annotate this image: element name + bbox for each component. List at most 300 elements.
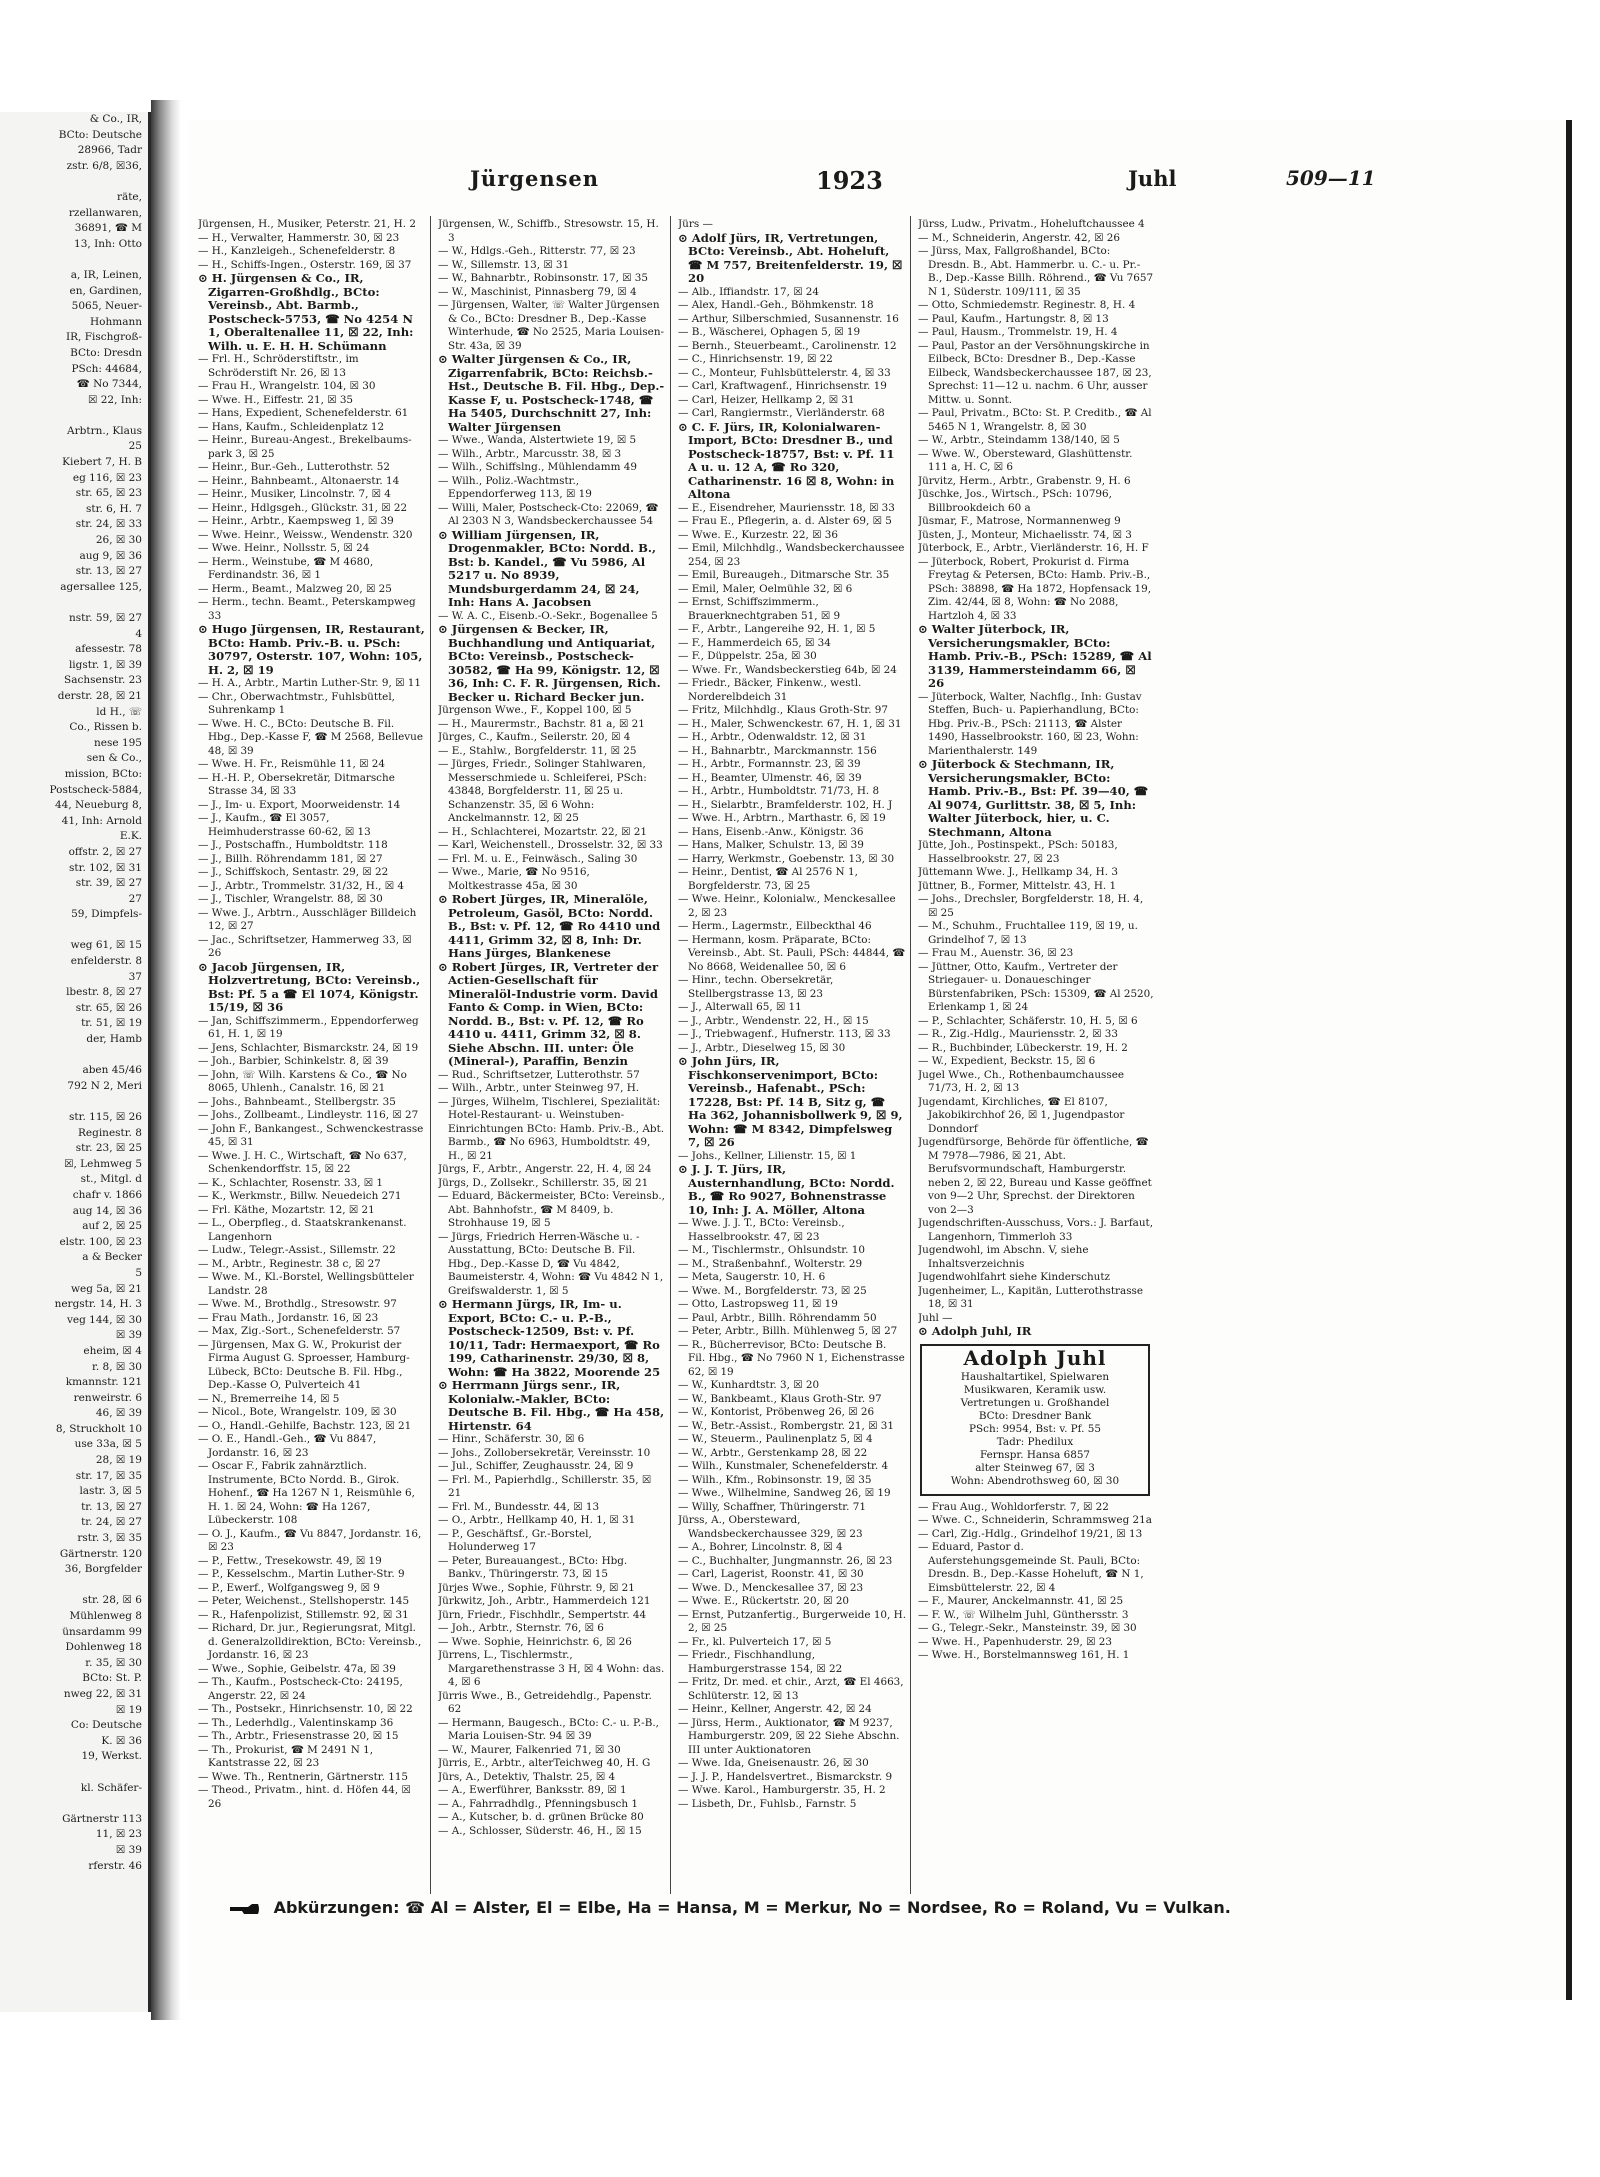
directory-entry: Juhl — <box>918 1311 953 1324</box>
left-page-line: weg 61, ☒ 15 <box>70 939 142 952</box>
directory-entry: — W. A. C., Eisenb.-O.-Sekr., Bogenallee 5 <box>438 609 658 622</box>
directory-entry: — H., Verwalter, Hammerstr. 30, ☒ 23 <box>198 231 400 244</box>
left-page-line <box>0 1796 148 1812</box>
left-page-line: chafr v. 1866 <box>72 1188 142 1201</box>
left-page-line: Arbtrn., Klaus <box>67 424 142 437</box>
column-divider <box>670 216 671 1894</box>
left-page-line: nese 195 <box>94 736 142 749</box>
directory-entry: — H., Bahnarbtr., Marckmannstr. 156 <box>678 744 877 757</box>
left-page-line: tr. 51, ☒ 19 <box>81 1017 142 1030</box>
directory-entry: — Peter, Arbtr., Billh. Mühlenweg 5, ☒ 27 <box>678 1325 898 1337</box>
left-page-line <box>0 174 148 190</box>
directory-entry-firm: ⊙ Adolf Jürs, IR, Vertretungen, BCto: Vereinsb., Abt. Hoheluft, ☎ M 757, Breitenfelderstr. 19, ☒ 20 <box>678 230 903 285</box>
left-page-line <box>0 1094 148 1110</box>
directory-entry: — Wwe. M., Borgfelderstr. 73, ☒ 25 <box>678 1284 867 1297</box>
left-page-line: Co: Deutsche <box>70 1719 142 1732</box>
abbreviations-footer <box>230 1898 1530 1924</box>
directory-entry: — Wwe. H., Borstelmannsweg 161, H. 1 <box>918 1649 1130 1661</box>
advertisement-box <box>920 1344 1150 1496</box>
directory-entry: — W., Arbtr., Steindamm 138/140, ☒ 5 <box>918 434 1120 446</box>
left-page-line: str. 65, ☒ 23 <box>75 487 142 500</box>
directory-entry: — Jürss, Max, Fallgroßhandel, BCto: Dresdn. B., Abt. Hammerbr. u. C.- u. Pr.-B., Dep.-Kasse Billh. Röhrend., ☎ Vu 7657 N 1, Süderstr. 109/111, ☒ 35 <box>918 245 1154 298</box>
directory-entry: — Herm., Beamt., Malzweg 20, ☒ 25 <box>198 582 392 595</box>
left-page-line: räte, <box>116 190 142 203</box>
directory-entry: — F. W., ☏ Wilhelm Juhl, Günthersstr. 3 <box>918 1608 1129 1621</box>
left-page-line: 37 <box>128 970 142 983</box>
left-page-line: zstr. 6/8, ☒36, <box>66 159 142 172</box>
directory-entry: Jürris, E., Arbtr., alterTeichweg 40, H. G <box>438 1757 651 1769</box>
directory-entry: — Heinr., Bur.-Geh., Lutterothstr. 52 <box>198 461 391 473</box>
directory-entry-firm: ⊙ Hugo Jürgensen, IR, Restaurant, BCto: Hamb. Priv.-B. u. PSch: 30797, Osterstr. 107, Wohn: 105, H. 2, ☒ 19 <box>198 622 425 677</box>
directory-entry: — Hans, Malker, Schulstr. 13, ☒ 39 <box>678 839 864 851</box>
directory-entry: — Frau Aug., Wohldorferstr. 7, ☒ 22 <box>918 1500 1109 1513</box>
directory-entry: — Wwe. Heinr., Weissw., Wendenstr. 320 <box>198 528 413 541</box>
directory-entry: Jürs, A., Detektiv, Thalstr. 25, ☒ 4 <box>438 1770 616 1783</box>
left-page-line: ☒ 39 <box>115 1329 142 1342</box>
directory-entry: — P., Fettw., Tresekowstr. 49, ☒ 19 <box>198 1554 382 1567</box>
directory-entry: Jugendwohl, im Abschn. V, siehe Inhaltsverzeichnis <box>918 1244 1089 1270</box>
directory-entry: — Jac., Schriftsetzer, Hammerweg 33, ☒ 26 <box>198 933 412 959</box>
left-page-line: ünsardamm 99 <box>62 1625 142 1638</box>
directory-entry: — Rud., Schriftsetzer, Lutterothstr. 57 <box>438 1068 640 1081</box>
directory-entry: — Carl, Rangiermstr., Vierländerstr. 68 <box>678 407 885 419</box>
page-number: 509—11 <box>1286 166 1376 190</box>
directory-entry: — Heinr., Arbtr., Kaempsweg 1, ☒ 39 <box>198 515 394 527</box>
directory-entry-firm: ⊙ H. Jürgensen & Co., IR, Zigarren-Großhdlg., BCto: Vereinsb., Abt. Barmb., Postscheck-5753, ☎ No 4254 N 1, Oberaltenallee 11, ☒ 22, Inh: Wilh. u. E. H. H. Schümann <box>198 271 414 353</box>
directory-entry: — Heinr., Bahnbeamt., Altonaerstr. 14 <box>198 474 400 487</box>
book-gutter <box>151 100 181 2020</box>
directory-entry: — Ernst, Putzanfertig., Burgerweide 10, H. 2, ☒ 25 <box>678 1608 906 1634</box>
left-page-line: kl. Schäfer- <box>80 1781 142 1794</box>
directory-entry: — Otto, Schmiedemstr. Reginestr. 8, H. 4 <box>918 299 1136 311</box>
directory-entry: — Chr., Oberwachtmstr., Fuhlsbüttel, Suhrenkamp 1 <box>198 690 395 716</box>
directory-entry: — O., Arbtr., Hellkamp 40, H. 1, ☒ 31 <box>438 1514 636 1526</box>
directory-entry: — Willy, Schaffner, Thüringerstr. 71 <box>678 1500 866 1513</box>
left-page-line: a, IR, Leinen, <box>70 268 142 281</box>
directory-entry: — Wwe. H., Eiffestr. 21, ☒ 35 <box>198 393 354 406</box>
left-page-line: & Co., IR, <box>89 113 142 125</box>
directory-entry: Jugendwohlfahrt siehe Kinderschutz <box>918 1271 1111 1283</box>
directory-entry: — Jürges, Wilhelm, Tischlerei, Spezialität: Hotel-Restaurant- u. Weinstuben-Einrichtungen BCto: Hamb. Priv.-B., Abt. Barmb., ☎ No 6963, Humboldtstr. 49, H., ☒ 21 <box>438 1095 665 1162</box>
directory-entry: — J., Arbtr., Dieselweg 15, ☒ 30 <box>678 1041 846 1054</box>
directory-entry: — W., Kontorist, Pröbenweg 26, ☒ 26 <box>678 1406 875 1418</box>
directory-entry: — Jul., Schiffer, Zeughausstr. 24, ☒ 9 <box>438 1460 634 1472</box>
directory-entry: — Johs., Zollbeamt., Lindleystr. 116, ☒ 27 <box>198 1109 419 1121</box>
directory-entry: — Willi, Maler, Postscheck-Cto: 22069, ☎ Al 2303 N 3, Wandsbeckerchaussee 54 <box>438 501 659 527</box>
directory-entry: — Frl. M., Bundesstr. 44, ☒ 13 <box>438 1500 600 1513</box>
directory-entry: — H., Maurermstr., Bachstr. 81 a, ☒ 21 <box>438 717 645 730</box>
left-page-line <box>0 1048 148 1064</box>
directory-entry: — Alex, Handl.-Geh., Böhmkenstr. 18 <box>678 299 874 311</box>
directory-entry: — H. A., Arbtr., Martin Luther-Str. 9, ☒ 11 <box>198 677 421 689</box>
directory-entry: — M., Straßenbahnf., Wolterstr. 29 <box>678 1257 863 1270</box>
left-page-line: rstr. 3, ☒ 35 <box>77 1532 142 1545</box>
directory-entry: Jüsten, J., Monteur, Michaelisstr. 74, ☒ 3 <box>918 528 1132 541</box>
directory-entry: Jüschke, Jos., Wirtsch., PSch: 10796, Billbrookdeich 60 a <box>918 488 1112 514</box>
directory-entry: — John, ☏ Wilh. Karstens & Co., ☎ No 8065, Uhlenh., Canalstr. 16, ☒ 21 <box>198 1068 407 1094</box>
advertisement-line: PSch: 9954, Bst: v. Pf. 55 <box>969 1422 1101 1435</box>
directory-entry: — H., Kanzleigeh., Schenefelderstr. 8 <box>198 245 396 257</box>
running-head-year: 1923 <box>816 166 883 195</box>
directory-entry: — Lisbeth, Dr., Fuhlsb., Farnstr. 5 <box>678 1797 857 1810</box>
advertisement-line: Tadr: Phedilux <box>996 1435 1074 1448</box>
left-page-line: 792 N 2, Meri <box>67 1079 142 1092</box>
directory-entry: — Wwe. Ida, Gneisenaustr. 26, ☒ 30 <box>678 1757 869 1769</box>
directory-entry: Jütte, Joh., Postinspekt., PSch: 50183, Hasselbrookstr. 27, ☒ 23 <box>918 839 1118 865</box>
directory-entry: — C., Monteur, Fuhlsbüttelerstr. 4, ☒ 33 <box>678 366 891 379</box>
left-page-line: 59, Dimpfels- <box>71 908 142 921</box>
directory-entry: — Wwe. J., Arbtrn., Ausschläger Billdeich 12, ☒ 27 <box>198 906 417 932</box>
directory-entry: — Heinr., Kellner, Angerstr. 42, ☒ 24 <box>678 1703 872 1715</box>
left-page-line: tr. 13, ☒ 27 <box>81 1500 142 1513</box>
left-page-line: str. 65, ☒ 26 <box>75 1001 142 1014</box>
directory-entry: — J. J. P., Handelsvertret., Bismarckstr. 9 <box>678 1770 893 1783</box>
left-page-line: 44, Neueburg 8, <box>55 799 142 812</box>
directory-entry: — O. J., Kaufm., ☎ Vu 8847, Jordanstr. 16, ☒ 23 <box>198 1527 422 1553</box>
directory-entry: — Frau Math., Jordanstr. 16, ☒ 23 <box>198 1311 379 1324</box>
directory-entry: — Th., Prokurist, ☎ M 2491 N 1, Kantstrasse 22, ☒ 23 <box>198 1743 374 1769</box>
left-page-line: use 33a, ☒ 5 <box>74 1438 142 1451</box>
directory-entry: — W., Bahnarbtr., Robinsonstr. 17, ☒ 35 <box>438 272 649 284</box>
directory-entry: — W., Maurer, Falkenried 71, ☒ 30 <box>438 1743 621 1756</box>
directory-entry: — R., Hafenpolizist, Stillemstr. 92, ☒ 31 <box>198 1608 409 1621</box>
directory-entry: — Wwe., Sophie, Geibelstr. 47a, ☒ 39 <box>198 1662 396 1675</box>
directory-entry: — M., Schneiderin, Angerstr. 42, ☒ 26 <box>918 231 1120 244</box>
directory-entry: — Wilh., Kfm., Robinsonstr. 19, ☒ 35 <box>678 1473 872 1486</box>
directory-entry: — W., Sillemstr. 13, ☒ 31 <box>438 258 570 271</box>
directory-entry: — P., Schlachter, Schäferstr. 10, H. 5, ☒ 6 <box>918 1014 1138 1027</box>
directory-entry: — J., Postschaffn., Humboldtstr. 118 <box>198 839 388 851</box>
directory-entry: — W., Betr.-Assist., Rombergstr. 21, ☒ 31 <box>678 1419 894 1432</box>
left-page-line: E.K. <box>119 830 142 843</box>
directory-entry: — Oscar F., Fabrik zahnärztlich. Instrumente, BCto Nordd. B., Girok. Hohenf., ☎ Ha 1267 N 1, Reismühle 6, H. 1. ☒ 24, Wohn: ☎ Ha 1267, Lübeckerstr. 108 <box>198 1460 415 1526</box>
directory-entry-firm: ⊙ Jüterbock & Stechmann, IR, Versicherungsmakler, BCto: Hamb. Priv.-B., Bst: Pf. 39—40, ☎ Al 9074, Gurlittstr. 38, ☒ 5, Inh: Walter Jüterbock, hier, u. C. Stechmann, Altona <box>918 757 1149 839</box>
directory-entry-firm: ⊙ Walter Jürgensen & Co., IR, Zigarrenfabrik, BCto: Reichsb.-Hst., Deutsche B. Fil. Hbg., Dep.-Kasse F, u. Postscheck-1748, ☎ Ha 5405, Durchschnitt 27, Inh: Walter Jürgensen <box>438 352 665 434</box>
directory-entry: — W., Expedient, Beckstr. 15, ☒ 6 <box>918 1055 1096 1067</box>
directory-entry: — Frau E., Pflegerin, a. d. Alster 69, ☒ 5 <box>678 515 892 527</box>
directory-entry: Jürn, Friedr., Fischhdlr., Sempertstr. 44 <box>438 1608 647 1621</box>
left-page-line: K. ☒ 36 <box>101 1734 142 1747</box>
left-page-line: PSch: 44684, <box>71 362 142 375</box>
left-page-line: elstr. 100, ☒ 23 <box>59 1235 142 1248</box>
left-page-line: ☒ 19 <box>115 1703 142 1716</box>
directory-entry: Jüterbock, E., Arbtr., Vierländerstr. 16, H. F <box>918 542 1149 554</box>
left-page-line: tr. 24, ☒ 27 <box>81 1516 142 1529</box>
directory-page <box>188 120 1572 2000</box>
directory-entry: — Jan, Schiffszimmerm., Eppendorferweg 61, H. 1, ☒ 19 <box>198 1014 419 1040</box>
left-page-line: str. 28, ☒ 6 <box>82 1594 142 1607</box>
directory-entry-firm: ⊙ C. F. Jürs, IR, Kolonialwaren-Import, BCto: Dresdner B., und Postscheck-18757, Bst: v. Pf. 11 A u. u. 12 A, ☎ Ro 320, Catharinenstr. 16 ☒ 8, Wohn: in Altona <box>678 419 895 501</box>
directory-entry: — Max, Zig.-Sort., Schenefelderstr. 57 <box>198 1325 401 1337</box>
directory-entry: Jürgensen, W., Schiffb., Stresowstr. 15, H. 3 <box>438 218 659 244</box>
left-page-line: str. 17, ☒ 35 <box>75 1469 142 1482</box>
left-page-line: lastr. 3, ☒ 5 <box>79 1485 142 1498</box>
directory-entry: — Friedr., Bäcker, Finkenw., westl. Norderelbdeich 31 <box>678 677 862 703</box>
running-head-name: Jürgensen <box>470 166 600 191</box>
directory-entry: — H., Sielarbtr., Bramfelderstr. 102, H. J <box>678 798 893 811</box>
directory-entry-firm: ⊙ Jürgensen & Becker, IR, Buchhandlung und Antiquariat, BCto: Vereinsb., Postscheck-30582, ☎ Ha 99, Königstr. 12, ☒ 36, Inh: C. F. R. Jürgensen, Rich. Becker u. Richard Becker jun. <box>438 622 661 704</box>
advertisement-line: Wohn: Abendrothsweg 60, ☒ 30 <box>950 1474 1120 1487</box>
directory-entry: — Wwe. Sophie, Heinrichstr. 6, ☒ 26 <box>438 1635 632 1648</box>
left-page-line: 5065, Neuer- <box>71 300 142 313</box>
directory-entry: — H.-H. P., Obersekretär, Ditmarsche Strasse 34, ☒ 33 <box>198 771 395 797</box>
directory-entry-firm: ⊙ Robert Jürges, IR, Mineralöle, Petroleum, Gasöl, BCto: Nordd. B., Bst: v. Pf. 12, ☎ Ro 4410 und 4411, Grimm 32, ☒ 8, Inh: Dr. Hans Jürges, Blankenese <box>438 892 661 960</box>
directory-entry: — A., Fahrradhdlg., Pfenningsbusch 1 <box>438 1797 638 1810</box>
left-page-line: 4 <box>135 627 142 640</box>
left-page-line: renweirstr. 6 <box>73 1391 142 1404</box>
left-page-line: 41, Inh: Arnold <box>61 814 142 827</box>
left-page-line: str. 23, ☒ 25 <box>75 1142 142 1155</box>
directory-entry: Jugendamt, Kirchliches, ☎ El 8107, Jakobikirchhof 26, ☒ 1, Jugendpastor Donndorf <box>918 1095 1125 1135</box>
directory-entry: — F., Hammerdeich 65, ☒ 34 <box>678 636 831 649</box>
directory-entry: — E., Stahlw., Borgfelderstr. 11, ☒ 25 <box>438 744 637 757</box>
left-page-line: Sachsenstr. 23 <box>64 674 142 687</box>
directory-entry: — Th., Lederhdlg., Valentinskamp 36 <box>198 1716 394 1729</box>
directory-entry: — Jürss, Herm., Auktionator, ☎ M 9237, Hamburgerstr. 209, ☒ 22 Siehe Abschn. III unter Auktionatoren <box>678 1716 900 1756</box>
left-page-line: 11, ☒ 23 <box>95 1828 142 1841</box>
directory-entry: — C., Buchhalter, Jungmannstr. 26, ☒ 23 <box>678 1554 893 1567</box>
directory-entry: — Jürgs, Friedrich Herren-Wäsche u. -Ausstattung, BCto: Deutsche B. Fil. Hbg., Dep.-Kasse D, ☎ Vu 4842, Baumeisterstr. 4, Wohn: ☎ Vu 4842 N 1, Greifswalderstr. 1, ☒ 5 <box>438 1230 664 1297</box>
directory-entry-firm: ⊙ William Jürgensen, IR, Drogenmakler, BCto: Nordd. B., Bst: b. Kandel., ☎ Vu 5986, Al 5217 u. No 8939, Mundsburgerdamm 24, ☒ 24, Inh: Hans A. Jacobsen <box>438 527 656 609</box>
directory-entry: — Heinr., Dentist, ☎ Al 2576 N 1, Borgfelderstr. 73, ☒ 25 <box>678 866 858 892</box>
directory-entry: — Jürgensen, Max G. W., Prokurist der Firma August G. Sproesser, Hamburg-Lübeck, BCto: Deutsche B. Fil. Hbg., Dep.-Kasse O, Pulverteich 41 <box>198 1338 410 1391</box>
left-page-line: Gärtnerstr. 120 <box>59 1547 142 1560</box>
directory-entry: Jürvitz, Herm., Arbtr., Grabenstr. 9, H. 6 <box>918 474 1131 487</box>
directory-entry: — Wwe. E., Rückertstr. 20, ☒ 20 <box>678 1595 850 1607</box>
left-page-line: 36, Borgfelder <box>64 1563 142 1576</box>
left-page-line: 19, Werkst. <box>81 1750 142 1763</box>
directory-entry: — Wilh., Kunstmaler, Schenefelderstr. 4 <box>678 1460 889 1472</box>
directory-entry: — O. E., Handl.-Geh., ☎ Vu 8847, Jordanstr. 16, ☒ 23 <box>198 1433 377 1459</box>
left-page-line: Postscheck-5884, <box>49 783 142 796</box>
left-page-line <box>0 252 148 268</box>
directory-entry: Jüttemann Wwe. J., Hellkamp 34, H. 3 <box>918 866 1118 878</box>
directory-entry: — Nicol., Bote, Wrangelstr. 109, ☒ 30 <box>198 1406 397 1418</box>
directory-entry: — A., Bohrer, Lincolnstr. 8, ☒ 4 <box>678 1541 843 1553</box>
directory-entry: — Wwe. C., Schneiderin, Schrammsweg 21a <box>918 1514 1152 1526</box>
directory-entry: — W., Steuerm., Paulinenplatz 5, ☒ 4 <box>678 1433 873 1445</box>
left-page-line: st., Mitgl. d <box>80 1173 142 1186</box>
left-page-line: str. 102, ☒ 31 <box>69 861 142 874</box>
directory-entry-firm: ⊙ J. J. T. Jürs, IR, Austernhandlung, BCto: Nordd. B., ☎ Ro 9027, Bohnenstrasse 10, Inh: J. A. Möller, Altona <box>678 1162 895 1217</box>
directory-entry: — Arthur, Silberschmied, Susannenstr. 16 <box>678 312 899 325</box>
directory-entry: — Th., Arbtr., Friesenstrasse 20, ☒ 15 <box>198 1730 399 1742</box>
directory-entry: — Bernh., Steuerbeamt., Carolinenstr. 12 <box>678 339 897 352</box>
left-page-line: ligstr. 1, ☒ 39 <box>68 658 142 671</box>
left-page-line: ☎ No 7344, <box>76 378 142 391</box>
column-divider <box>910 216 911 1894</box>
directory-entry: — Richard, Dr. jur., Regierungsrat, Mitgl. d. Generalzolldirektion, BCto: Vereinsb., Jordanstr. 16, ☒ 23 <box>198 1622 422 1661</box>
directory-entry: — K., Schlachter, Rosenstr. 33, ☒ 1 <box>198 1176 384 1189</box>
directory-entry: Jürris Wwe., B., Getreidehdlg., Papenstr. 62 <box>438 1689 652 1715</box>
left-page-line: aug 9, ☒ 36 <box>79 549 142 562</box>
directory-entry: — Fritz, Milchhdlg., Klaus Groth-Str. 97 <box>678 704 888 716</box>
directory-column-1 <box>198 218 426 1894</box>
left-page-line: eheim, ☒ 4 <box>83 1344 142 1357</box>
directory-entry: — Wwe. H., Arbtrn., Marthastr. 6, ☒ 19 <box>678 812 886 824</box>
directory-entry: — Frl. M. u. E., Feinwäsch., Saling 30 <box>438 852 638 865</box>
left-page-line: 25 <box>128 440 142 453</box>
directory-entry: — Paul, Kaufm., Hartungstr. 8, ☒ 13 <box>918 312 1109 325</box>
directory-entry: — Wwe. Th., Rentnerin, Gärtnerstr. 115 <box>198 1770 409 1783</box>
directory-entry: — J., Im- u. Export, Moorweidenstr. 14 <box>198 798 401 811</box>
directory-entry: — J., Triebwagenf., Hufnerstr. 113, ☒ 33 <box>678 1028 891 1040</box>
directory-entry: Jürs — <box>678 218 713 230</box>
directory-entry: — Wilh., Schiffslng., Mühlendamm 49 <box>438 461 637 473</box>
left-page-line: ☒ 22, Inh: <box>88 393 142 406</box>
directory-entry: — R., Zig.-Hdlg., Mauriensstr. 2, ☒ 33 <box>918 1028 1119 1040</box>
directory-entry: — J., Alterwall 65, ☒ 11 <box>678 1001 802 1013</box>
directory-entry: — Paul, Hausm., Trommelstr. 19, H. 4 <box>918 326 1118 338</box>
directory-entry-firm: ⊙ Adolph Juhl, IR <box>918 1324 1032 1338</box>
left-page-line: 26, ☒ 30 <box>95 534 142 547</box>
left-page-line: ☒, Lehmweg 5 <box>64 1157 142 1170</box>
directory-entry-firm: ⊙ Jacob Jürgensen, IR, Holzvertretung, BCto: Vereinsb., Bst: Pf. 5 a ☎ El 1074, Königstr. 15/19, ☒ 36 <box>198 959 421 1014</box>
directory-entry: Jürss, Ludw., Privatm., Hoheluftchaussee 4 <box>918 218 1145 230</box>
directory-entry: — A., Kutscher, b. d. grünen Brücke 80 <box>438 1811 644 1823</box>
left-page-line: ld H., ☏ <box>96 705 142 718</box>
left-page-line <box>0 1578 148 1594</box>
directory-entry: Jüsmar, F., Matrose, Normannenweg 9 <box>918 515 1121 527</box>
directory-entry: — Frl. Käthe, Mozartstr. 12, ☒ 21 <box>198 1203 375 1216</box>
directory-entry: — H., Maler, Schwenckestr. 67, H. 1, ☒ 31 <box>678 717 902 730</box>
directory-entry: — Wwe., Wilhelmine, Sandweg 26, ☒ 19 <box>678 1487 891 1499</box>
directory-entry: — Frau M., Auenstr. 36, ☒ 23 <box>918 947 1074 959</box>
directory-entry: — F., Maurer, Anckelmannstr. 41, ☒ 25 <box>918 1595 1124 1607</box>
directory-entry: — R., Bücherrevisor, BCto: Deutsche B. Fil. Hbg., ☎ No 7960 N 1, Eichenstrasse 62, ☒ 19 <box>678 1338 905 1378</box>
directory-entry: — Otto, Lastropsweg 11, ☒ 19 <box>678 1298 838 1310</box>
directory-entry: — Wwe. E., Kurzestr. 22, ☒ 36 <box>678 528 838 541</box>
directory-entry: — H., Beamter, Ulmenstr. 46, ☒ 39 <box>678 771 862 784</box>
left-page-line: derstr. 28, ☒ 21 <box>57 689 142 702</box>
left-page-line: auf 2, ☒ 25 <box>82 1220 142 1233</box>
directory-entry: Jugel Wwe., Ch., Rothenbaumchaussee 71/73, H. 2, ☒ 13 <box>918 1068 1125 1094</box>
directory-entry: Jürrens, L., Tischlermstr., Margarethenstrasse 3 H, ☒ 4 Wohn: das. 4, ☒ 6 <box>438 1649 665 1688</box>
directory-entry: — R., Buchbinder, Lübeckerstr. 19, H. 2 <box>918 1041 1128 1054</box>
left-page-line <box>0 923 148 939</box>
advertisement-line: alter Steinweg 67, ☒ 3 <box>975 1461 1095 1474</box>
left-page-line: IR, Fischgroß- <box>65 331 142 344</box>
directory-entry: — W., Arbtr., Gerstenkamp 28, ☒ 22 <box>678 1446 868 1459</box>
left-page-line: agersallee 125, <box>60 580 142 593</box>
left-page-line: str. 24, ☒ 33 <box>75 518 142 531</box>
left-page-line: Co., Rissen b. <box>69 721 142 734</box>
directory-entry: — J., Tischler, Wrangelstr. 88, ☒ 30 <box>198 893 383 905</box>
directory-entry: — F., Düppelstr. 25a, ☒ 30 <box>678 650 817 662</box>
left-page-line: BCto: Deutsche <box>58 128 142 141</box>
directory-entry: — H., Arbtr., Odenwaldstr. 12, ☒ 31 <box>678 731 867 743</box>
directory-entry: — Jüterbock, Walter, Nachflg., Inh: Gustav Steffen, Buch- u. Papierhandlung, BCto: Hbg. Priv.-B., PSch: 21113, ☎ Alster 1490, Hasselbrookstr. 160, ☒ 23, Wohn: Marienthalerstr. 149 <box>918 690 1142 757</box>
directory-entry: — J., Arbtr., Wendenstr. 22, H., ☒ 15 <box>678 1014 869 1027</box>
advertisement-line: Musikwaren, Keramik usw. <box>963 1383 1107 1396</box>
left-page-line: BCto: St. P. <box>82 1672 142 1685</box>
directory-entry: — Wwe. Fr., Wandsbeckerstieg 64b, ☒ 24 <box>678 663 897 676</box>
directory-entry: — Wwe. H. C., BCto: Deutsche B. Fil. Hbg., Dep.-Kasse F, ☎ M 2568, Bellevue 48, ☒ 39 <box>198 717 424 757</box>
directory-entry: — Hans, Eisenb.-Anw., Königstr. 36 <box>678 825 864 838</box>
left-page-line: r. 8, ☒ 30 <box>91 1360 142 1373</box>
directory-entry: — Eduard, Pastor d. Auferstehungsgemeinde St. Pauli, BCto: Dresdn. B., Dep.-Kasse Hoheluft, ☎ N 1, Eimsbüttelerstr. 22, ☒ 4 <box>918 1541 1144 1594</box>
directory-entry: — Carl, Heizer, Hellkamp 2, ☒ 31 <box>678 393 855 406</box>
directory-entry: — Alb., Iffiandstr. 17, ☒ 24 <box>678 285 820 298</box>
left-page-line: Kiebert 7, H. B <box>62 456 142 469</box>
left-page-line: en, Gardinen, <box>69 284 142 297</box>
left-page-line: sen & Co., <box>86 752 142 765</box>
left-page-line: 27 <box>128 892 142 905</box>
directory-entry: — Wwe. M., Brothdlg., Stresowstr. 97 <box>198 1298 397 1310</box>
directory-entry: Jugendschriften-Ausschuss, Vors.: J. Barfaut, Langenhorn, Timmerloh 33 <box>918 1217 1154 1243</box>
directory-entry: — Fritz, Dr. med. et chir., Arzt, ☎ El 4663, Schlüterstr. 12, ☒ 13 <box>678 1676 904 1702</box>
directory-entry: — Johs., Drechsler, Borgfelderstr. 18, H. 4, ☒ 25 <box>918 893 1144 919</box>
directory-entry: — Jüttner, Otto, Kaufm., Vertreter der Striegauer- u. Donaueschinger Bürstenfabriken, PSch: 15309, ☎ Al 2520, Erlenkamp 1, ☒ 24 <box>918 960 1154 1013</box>
directory-entry: — Karl, Weichenstell., Drosselstr. 32, ☒ 33 <box>438 839 663 851</box>
left-page-line: str. 6, H. 7 <box>85 502 142 515</box>
directory-entry: — Wilh., Poliz.-Wachtmstr., Eppendorferweg 113, ☒ 19 <box>438 474 592 500</box>
left-page-line: nweg 22, ☒ 31 <box>63 1687 142 1700</box>
directory-entry: — Wwe. Heinr., Nollsstr. 5, ☒ 24 <box>198 542 370 554</box>
directory-entry: — Frl. H., Schröderstiftstr., im Schröderstift Nr. 26, ☒ 13 <box>198 353 359 379</box>
directory-entry: — H., Schlachterei, Mozartstr. 22, ☒ 21 <box>438 825 648 838</box>
left-page-line: nstr. 59, ☒ 27 <box>68 612 142 624</box>
directory-entry-firm: ⊙ John Jürs, IR, Fischkonservenimport, BCto: Vereinsb., Hafenabt., PSch: 17228, Bst: Pf. 14 B, Sitz g, ☎ Ha 362, Johannisbollwerk 9, ☒ 9, Wohn: ☎ M 8342, Dimpfelsweg 7, ☒ 26 <box>678 1054 903 1149</box>
directory-entry: — Carl, Zig.-Hdlg., Grindelhof 19/21, ☒ 13 <box>918 1527 1143 1540</box>
directory-entry: — Hinr., techn. Obersekretär, Stellbergstrasse 13, ☒ 23 <box>678 974 834 1000</box>
left-page-line: Dohlenweg 18 <box>65 1641 142 1654</box>
directory-entry: Jugendfürsorge, Behörde für öffentliche, ☎ M 7978—7986, ☒ 21, Abt. Berufsvormundschaft, Hamburgerstr. neben 2, ☒ 22, Bureau und Kasse geöffnet von 9—2 Uhr, Sprechst. der Direktoren von 2—3 <box>918 1136 1152 1216</box>
directory-entry: — P., Geschäftsf., Gr.-Borstel, Holunderweg 17 <box>438 1527 592 1553</box>
directory-entry: — F., Arbtr., Langereihe 92, H. 1, ☒ 5 <box>678 623 876 635</box>
directory-entry: — Heinr., Musiker, Lincolnstr. 7, ☒ 4 <box>198 488 391 500</box>
directory-entry: Jürss, A., Obersteward, Wandsbeckerchaussee 329, ☒ 23 <box>678 1514 863 1540</box>
directory-entry: — M., Schuhm., Fruchtallee 119, ☒ 19, u. Grindelhof 7, ☒ 13 <box>918 920 1138 946</box>
directory-entry: — Wwe. H. Fr., Reismühle 11, ☒ 24 <box>198 758 385 770</box>
directory-entry: — Frl. M., Papierhdlg., Schillerstr. 35, ☒ 21 <box>438 1473 652 1499</box>
left-page-line: rferstr. 46 <box>88 1859 142 1872</box>
directory-entry: — K., Werkmstr., Billw. Neuedeich 271 <box>198 1190 402 1202</box>
directory-entry: — P., Ewerf., Wolfgangsweg 9, ☒ 9 <box>198 1581 380 1594</box>
directory-entry: Jürgenson Wwe., F., Koppel 100, ☒ 5 <box>438 704 632 716</box>
directory-entry: — Theod., Privatm., hint. d. Höfen 44, ☒ 26 <box>198 1784 411 1810</box>
directory-entry: — Emil, Milchhdlg., Wandsbeckerchaussee 254, ☒ 23 <box>678 542 905 568</box>
left-page-line: Hohmann <box>90 315 142 328</box>
directory-entry: — N., Bremerreihe 14, ☒ 5 <box>198 1392 340 1405</box>
directory-entry: — J., Arbtr., Trommelstr. 31/32, H., ☒ 4 <box>198 879 405 892</box>
directory-entry: — Wwe. H., Papenhuderstr. 29, ☒ 23 <box>918 1635 1112 1648</box>
directory-entry-firm: ⊙ Hermann Jürgs, IR, Im- u. Export, BCto: C.- u. P.-B., Postscheck-12509, Bst: v. Pf. 10/11, Tadr: Hermaexport, ☎ Ro 199, Catharinenstr. 29/30, ☒ 8, Wohn: ☎ Ha 3822, Moorende 25 <box>438 1297 661 1379</box>
directory-entry: — H., Arbtr., Formannstr. 23, ☒ 39 <box>678 758 861 770</box>
directory-entry: — Wwe. J. H. C., Wirtschaft, ☎ No 637, Schenkendorffstr. 15, ☒ 22 <box>198 1149 407 1175</box>
left-page-line: 28, ☒ 19 <box>95 1454 142 1467</box>
directory-entry: — Wilh., Arbtr., unter Steinweg 97, H. <box>438 1082 640 1094</box>
left-page-line: Gärtnerstr 113 <box>62 1812 142 1825</box>
directory-entry: — Wwe. J. J. T., BCto: Vereinsb., Hasselbrookstr. 47, ☒ 23 <box>678 1217 845 1243</box>
left-page-line: kmannstr. 121 <box>65 1376 142 1389</box>
left-page-line: 36891, ☎ M <box>74 222 142 235</box>
left-page-line: 5 <box>135 1266 142 1279</box>
directory-entry: — Heinr., Bureau-Angest., Brekelbaums-park 3, ☒ 25 <box>198 434 412 460</box>
directory-entry: Jüttner, B., Former, Mittelstr. 43, H. 1 <box>918 879 1117 892</box>
directory-entry: — Johs., Bahnbeamt., Stellbergstr. 35 <box>198 1095 396 1108</box>
directory-entry: — Wwe., Marie, ☎ No 9516, Moltkestrasse 45a, ☒ 30 <box>438 866 590 892</box>
left-page-line: a & Becker <box>82 1251 142 1264</box>
left-page-line: aug 14, ☒ 36 <box>72 1204 142 1217</box>
directory-entry-firm: ⊙ Robert Jürges, IR, Vertreter der Actien-Gesellschaft für Mineralöl-Industrie vorm. David Fanto & Comp. in Wien, BCto: Nordd. B., Bst: v. Pf. 12, ☎ Ro 4410 u. 4411, Grimm 32, ☒ 8. Siehe Abschn. III. unter: Öle (Mineral-), Paraffin, Benzin <box>438 959 659 1068</box>
directory-entry: — Hans, Expedient, Schenefelderstr. 61 <box>198 407 409 419</box>
directory-entry: — Heinr., Hdlgsgeh., Glückstr. 31, ☒ 22 <box>198 501 408 514</box>
left-page-line <box>0 1765 148 1781</box>
directory-entry: — W., Maschinist, Pinnasberg 79, ☒ 4 <box>438 285 637 298</box>
directory-entry: — M., Arbtr., Reginestr. 38 c, ☒ 27 <box>198 1257 381 1270</box>
directory-entry: Jürjes Wwe., Sophie, Führstr. 9, ☒ 21 <box>438 1581 635 1594</box>
